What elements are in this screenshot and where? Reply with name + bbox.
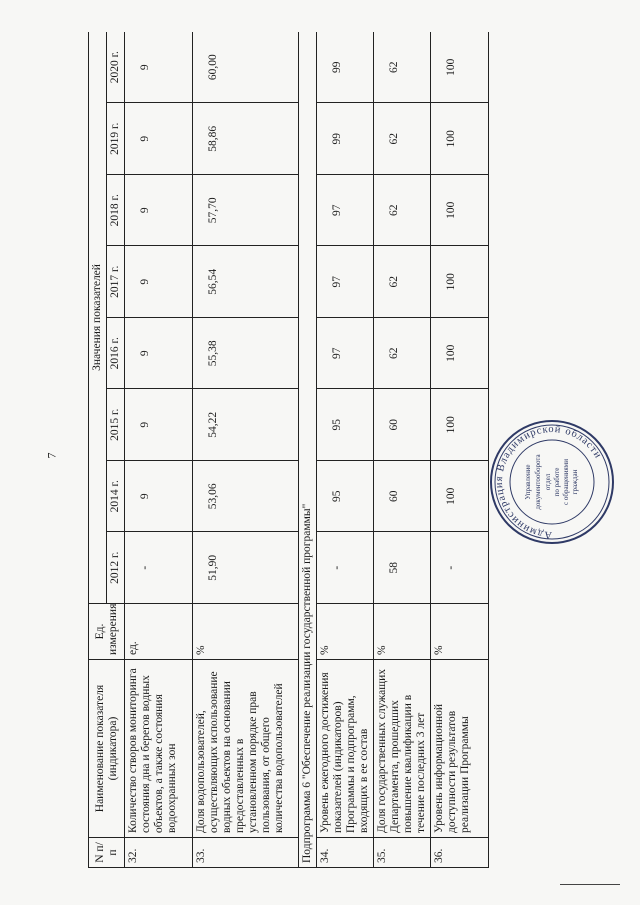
stamp-line: граждан	[571, 469, 579, 495]
row-value: 53,06	[193, 461, 299, 533]
row-value: 97	[317, 175, 374, 247]
stamp-ring-text: Администрация Владимирской области	[493, 423, 604, 541]
row-value: 60	[374, 461, 431, 533]
header-year: 2016 г.	[107, 318, 125, 390]
row-num: 34.	[317, 838, 374, 868]
row-value: 100	[431, 318, 489, 390]
page-number: 7	[44, 452, 59, 459]
row-value: 100	[431, 175, 489, 247]
header-year: 2019 г.	[107, 103, 125, 175]
stamp-line: с обращениями	[562, 459, 570, 505]
row-value: 9	[125, 318, 193, 390]
row-value: 97	[317, 318, 374, 390]
header-unit: Ед. измерения	[89, 604, 125, 660]
header-year: 2020 г.	[107, 32, 125, 103]
header-year: 2014 г.	[107, 461, 125, 533]
row-value: 95	[317, 461, 374, 533]
row-value: 51,90	[193, 532, 299, 604]
row-value: 100	[431, 461, 489, 533]
row-value: 100	[431, 103, 489, 175]
table-row	[431, 32, 489, 868]
row-value: 9	[125, 175, 193, 247]
stamp-line: отдел	[544, 473, 552, 491]
header-year: 2015 г.	[107, 389, 125, 461]
row-value: 9	[125, 32, 193, 103]
row-value: 62	[374, 175, 431, 247]
row-value: 62	[374, 318, 431, 390]
indicators-table	[88, 32, 489, 868]
row-value: 62	[374, 103, 431, 175]
row-num: 32.	[125, 838, 193, 868]
row-value: 100	[431, 246, 489, 318]
row-value: 60,00	[193, 32, 299, 103]
official-stamp	[488, 418, 616, 546]
row-value: 100	[431, 389, 489, 461]
row-value: 57,70	[193, 175, 299, 247]
row-value: -	[431, 532, 489, 604]
row-value: 62	[374, 32, 431, 103]
row-value: 54,22	[193, 389, 299, 461]
row-value: 97	[317, 246, 374, 318]
row-value: 58	[374, 532, 431, 604]
row-num: 35.	[374, 838, 431, 868]
row-unit: ед.	[125, 604, 193, 660]
row-value: 99	[317, 32, 374, 103]
stamp-line: документооборота	[534, 454, 542, 510]
row-value: 9	[125, 103, 193, 175]
bottom-rule	[560, 884, 620, 885]
row-value: 62	[374, 246, 431, 318]
row-value: 58,86	[193, 103, 299, 175]
table-row	[125, 32, 193, 868]
row-value: 55,38	[193, 318, 299, 390]
row-value: 56,54	[193, 246, 299, 318]
row-value: 60	[374, 389, 431, 461]
table-row	[193, 32, 299, 868]
row-name: Доля государственных служащих Департамента, прошедших повышение квалификации в течение последних 3 лет	[374, 660, 431, 838]
subprogram-title: Подпрограмма 6 "Обеспечение реализации государственной программы"	[299, 32, 317, 868]
row-unit: %	[193, 604, 299, 660]
row-value: 95	[317, 389, 374, 461]
stamp-line: по работе	[553, 467, 561, 497]
subprogram-row	[299, 32, 317, 868]
row-value: -	[317, 532, 374, 604]
row-value: 100	[431, 32, 489, 103]
header-num: N п/п	[89, 838, 125, 868]
table-row	[374, 32, 431, 868]
row-value: 9	[125, 461, 193, 533]
row-value: 99	[317, 103, 374, 175]
row-unit: %	[374, 604, 431, 660]
row-name: Уровень информационной доступности результатов реализации Программы	[431, 660, 489, 838]
row-name: Доля водопользователей, осуществляющих использование водных объектов на основании предоставленных в установленном порядке прав пользования, от общего количества водопользователей	[193, 660, 299, 838]
row-value: 9	[125, 389, 193, 461]
row-name: Количество створов мониторинга состояния дна и берегов водных объектов, а также состояния водоохранных зон	[125, 660, 193, 838]
table-row	[317, 32, 374, 868]
header-year: 2017 г.	[107, 246, 125, 318]
stamp-line: Управление	[524, 464, 532, 500]
row-unit: %	[317, 604, 374, 660]
header-year: 2018 г.	[107, 175, 125, 247]
header-values-group: Значения показателей	[89, 32, 107, 604]
row-num: 33.	[193, 838, 299, 868]
row-num: 36.	[431, 838, 489, 868]
header-name: Наименование показателя (индикатора)	[89, 660, 125, 838]
row-name: Уровень ежегодного достижения показателей (индикаторов) Программы и подпрограмм, входящих в ее состав	[317, 660, 374, 838]
header-year: 2012 г.	[107, 532, 125, 604]
row-value: -	[125, 532, 193, 604]
row-unit: %	[431, 604, 489, 660]
row-value: 9	[125, 246, 193, 318]
